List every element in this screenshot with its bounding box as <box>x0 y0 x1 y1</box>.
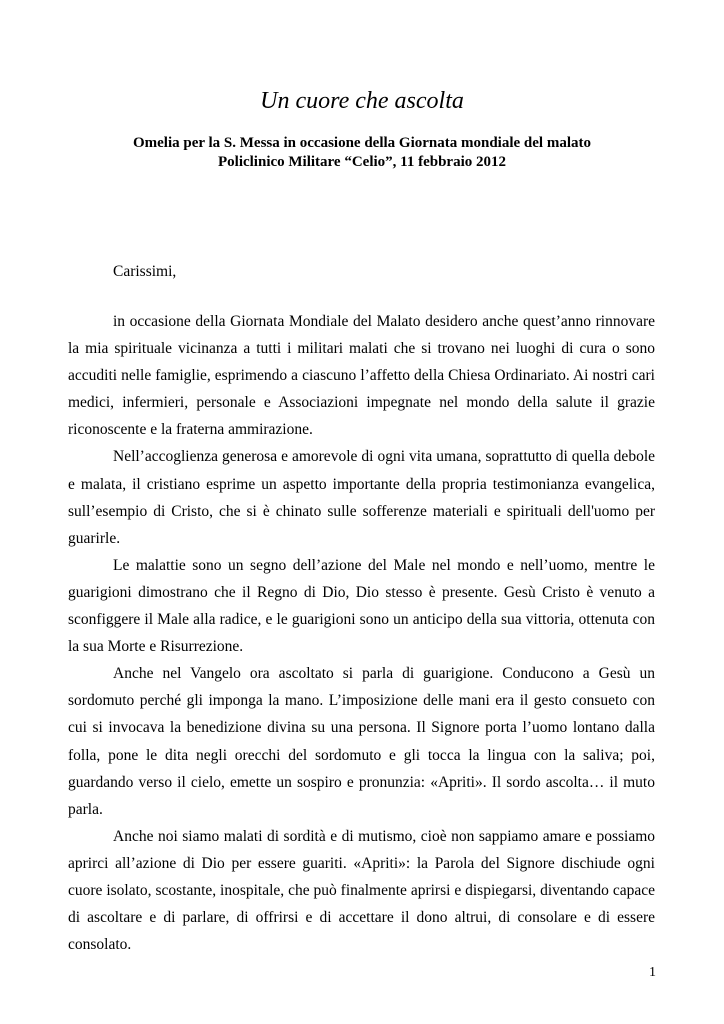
document-subtitle <box>0 134 724 172</box>
greeting: Carissimi, <box>113 263 177 280</box>
paragraph-1: in occasione della Giornata Mondiale del Malato desidero anche quest’anno rinnovare la mia spirituale vicinanza a tutti i militari malati che si trovano nei luoghi di cura o sono accuditi nelle famiglie, esprimendo a ciascuno l’affetto della Chiesa Ordinariato. Ai nostri cari medici, infermieri, personale e Associazioni impegnate nel mondo della salute il grazie riconoscente e la fraterna ammirazione. <box>68 313 655 439</box>
subtitle-line-1: Omelia per la S. Messa in occasione della Giornata mondiale del malato <box>132 135 592 151</box>
page-number: 1 <box>649 965 656 980</box>
paragraph-4: Anche nel Vangelo ora ascoltato si parla di guarigione. Conducono a Gesù un sordomuto perché gli imponga la mano. L’imposizione delle mani era il gesto consueto con cui si invocava la benedizione divina su una persona. Il Signore porta l’uomo lontano dalla folla, pone le dita negli orecchi del sordomuto e gli tocca la lingua con la saliva; poi, guardando verso il cielo, emette un sospiro e pronunzia: «Apriti». Il sordo ascolta… il muto parla. <box>68 665 655 818</box>
document-title: Un cuore che ascolta <box>260 88 464 114</box>
paragraph-2: Nell’accoglienza generosa e amorevole di ogni vita umana, soprattutto di quella debole e malata, il cristiano esprime un aspetto importante della propria testimonianza evangelica, sull’esempio di Cristo, che si è chinato sulle sofferenze materiali e spirituali dell'uomo per guarirle. <box>68 448 655 547</box>
paragraph-3: Le malattie sono un segno dell’azione del Male nel mondo e nell’uomo, mentre le guarigioni dimostrano che il Regno di Dio, Dio stesso è presente. Gesù Cristo è venuto a sconfiggere il Male alla radice, e le guarigioni sono un anticipo della sua vittoria, ottenuta con la sua Morte e Risurrezione. <box>68 556 655 656</box>
subtitle-line-2: Policlinico Militare “Celio”, 11 febbraio 2012 <box>217 154 507 170</box>
body-text <box>68 308 655 958</box>
paragraph-5: Anche noi siamo malati di sordità e di mutismo, cioè non sappiamo amare e possiamo aprirci all’azione di Dio per essere guariti. «Apriti»: la Parola del Signore dischiude ogni cuore isolato, scostante, inospitale, che può finalmente aprirsi e dispiegarsi, diventando capace di ascoltare e di parlare, di offrirsi e di accettare il dono altrui, di consolare e di essere consolato. <box>68 827 655 954</box>
